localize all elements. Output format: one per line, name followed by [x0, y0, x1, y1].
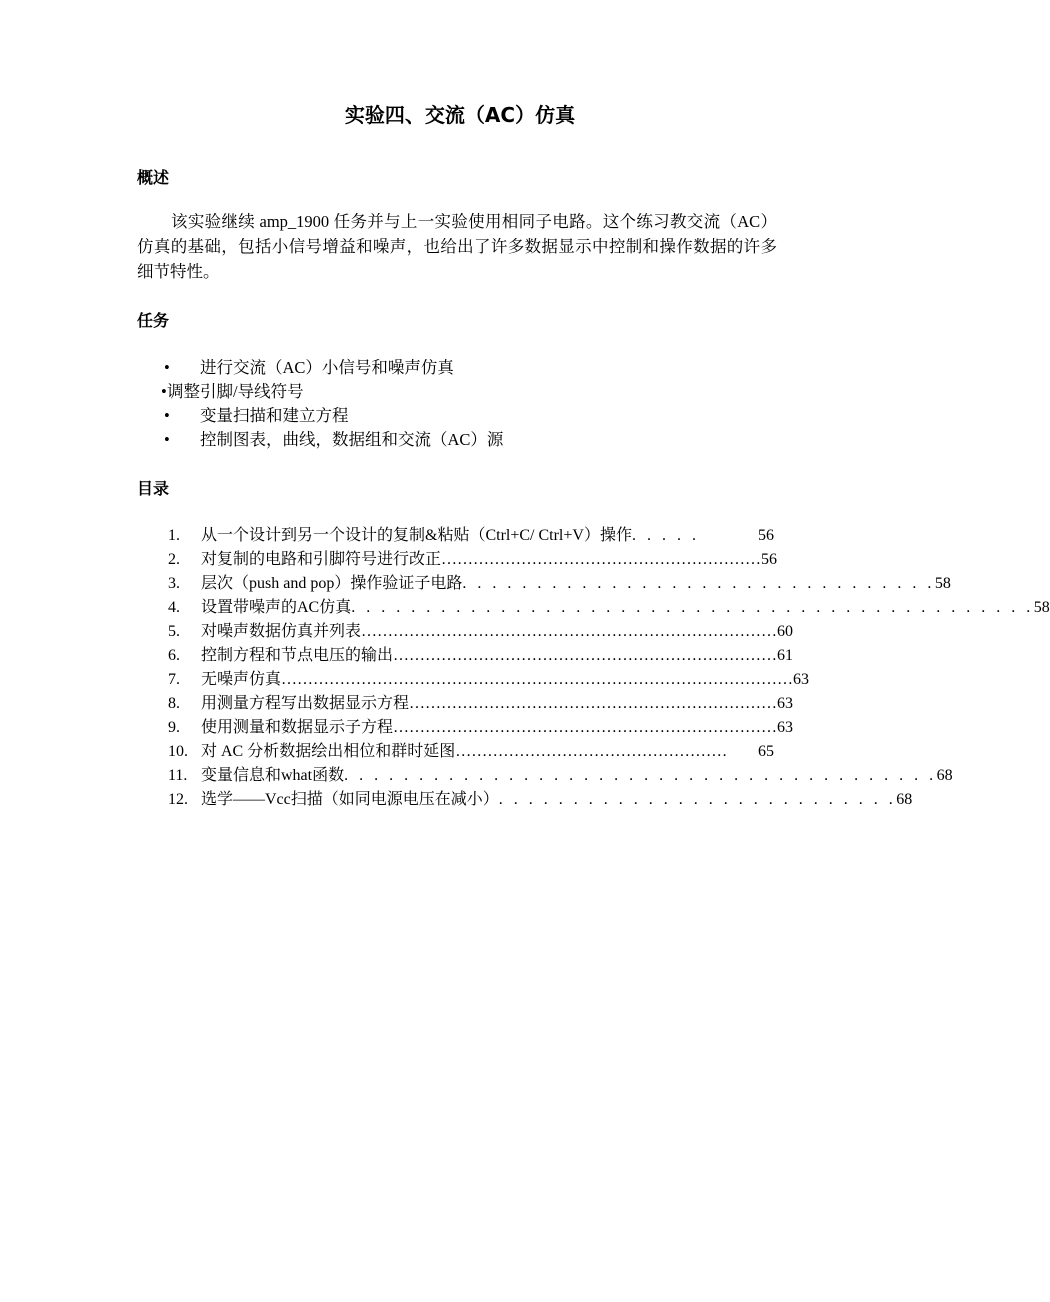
toc-number: 12.: [168, 791, 188, 808]
toc-label: 对噪声数据仿真并列表: [201, 623, 362, 640]
toc-page: 61: [777, 647, 794, 664]
task-item: [137, 356, 777, 380]
toc-page: 65: [758, 743, 774, 760]
toc-label: 变量信息和what函数: [201, 767, 345, 784]
toc-label: 控制方程和节点电压的输出: [201, 647, 394, 664]
toc-leader: . . . . . . . . . . . . . . . . . . . . . . . . . . . . . . . .: [462, 575, 935, 592]
toc-leader: . . . . . . . . . . . . . . . . . . . . . . . . . . . . . . . . . . . . . . . .: [344, 767, 937, 784]
page-title: 实验四、交流（AC）仿真: [344, 103, 576, 127]
toc-number: 10.: [168, 743, 188, 760]
toc-label: 对复制的电路和引脚符号进行改正: [201, 551, 442, 568]
task-text: 控制图表，曲线，数据组和交流（AC）源: [200, 430, 504, 449]
task-item: [137, 404, 777, 428]
toc-page: 68: [936, 767, 953, 784]
toc-entry[interactable]: [168, 716, 794, 740]
toc-number: 8.: [168, 695, 180, 712]
toc-leader: ………………………………………………………………: [393, 647, 778, 664]
task-list: [137, 356, 777, 452]
overview-paragraph: 该实验继续 amp_1900 任务并与上一实验使用相同子电路。这个练习教交流（AC）仿真的基础，包括小信号增益和噪声，也给出了许多数据显示中控制和操作数据的许多细节特性。: [137, 212, 777, 281]
toc-label: 用测量方程写出数据显示方程: [201, 695, 410, 712]
bullet-icon: •: [164, 358, 170, 377]
toc-entry[interactable]: [168, 644, 794, 668]
bullet-icon: •: [164, 430, 170, 449]
task-text: 调整引脚/导线符号: [167, 382, 304, 401]
toc-entry[interactable]: [168, 668, 810, 692]
toc-page: 63: [777, 719, 794, 736]
toc-number: 5.: [168, 623, 180, 640]
toc-leader: . . . . . . . . . . . . . . . . . . . . . . . . . . . . . . . . . . . . . . . . . . . . . .: [351, 599, 1034, 616]
table-of-contents: [168, 524, 1050, 812]
toc-page: 58: [1033, 599, 1050, 616]
task-item: [137, 380, 777, 404]
toc-heading: 目录: [137, 479, 170, 498]
toc-leader: ……………………………………………………………………: [361, 623, 778, 640]
toc-entry[interactable]: [168, 788, 913, 812]
tasks-heading: 任务: [137, 311, 170, 330]
toc-leader: ……………………………………………………………: [409, 695, 778, 712]
toc-entry[interactable]: [168, 740, 774, 764]
toc-leader: ……………………………………………………………………………………: [281, 671, 794, 688]
task-item: [137, 428, 777, 452]
toc-label: 使用测量和数据显示子方程: [201, 719, 394, 736]
toc-entry[interactable]: [168, 548, 778, 572]
toc-page: 56: [758, 527, 774, 544]
task-text: 进行交流（AC）小信号和噪声仿真: [200, 358, 454, 377]
toc-leader: . . . . . . . . . . . . . . . . . . . . . . . . . . .: [498, 791, 897, 808]
toc-label: 从一个设计到另一个设计的复制&粘贴（Ctrl+C/ Ctrl+V）操作: [201, 527, 632, 544]
toc-label: 对 AC 分析数据绘出相位和群时延图: [201, 743, 456, 760]
toc-entry[interactable]: [168, 620, 794, 644]
toc-number: 11.: [168, 767, 188, 784]
toc-entry[interactable]: [168, 764, 953, 788]
bullet-icon: •: [164, 406, 170, 425]
toc-entry[interactable]: [168, 524, 774, 548]
toc-number: 3.: [168, 575, 180, 592]
toc-entry[interactable]: [168, 596, 1050, 620]
toc-number: 4.: [168, 599, 180, 616]
bullet-icon: •: [161, 382, 167, 401]
toc-number: 2.: [168, 551, 180, 568]
toc-number: 6.: [168, 647, 180, 664]
toc-leader: . . . . .: [631, 527, 700, 544]
overview-heading: 概述: [137, 168, 170, 187]
task-text: 变量扫描和建立方程: [200, 406, 349, 425]
toc-page: 63: [793, 671, 810, 688]
toc-page: 63: [777, 695, 794, 712]
toc-entry[interactable]: [168, 692, 794, 716]
toc-label: 无噪声仿真: [201, 671, 282, 688]
toc-page: 56: [761, 551, 778, 568]
toc-label: 设置带噪声的AC仿真: [201, 599, 352, 616]
toc-number: 1.: [168, 527, 180, 544]
toc-leader: ……………………………………………………: [441, 551, 762, 568]
toc-page: 58: [934, 575, 951, 592]
toc-number: 9.: [168, 719, 180, 736]
toc-page: 68: [896, 791, 913, 808]
toc-leader: ………………………………………………………………: [393, 719, 778, 736]
toc-number: 7.: [168, 671, 180, 688]
toc-entry[interactable]: [168, 572, 951, 596]
toc-label: 层次（push and pop）操作验证子电路: [201, 575, 463, 592]
toc-label: 选学——Vcc扫描（如同电源电压在减小）: [201, 791, 499, 808]
toc-page: 60: [777, 623, 794, 640]
toc-leader: ……………………………………………: [455, 743, 728, 760]
